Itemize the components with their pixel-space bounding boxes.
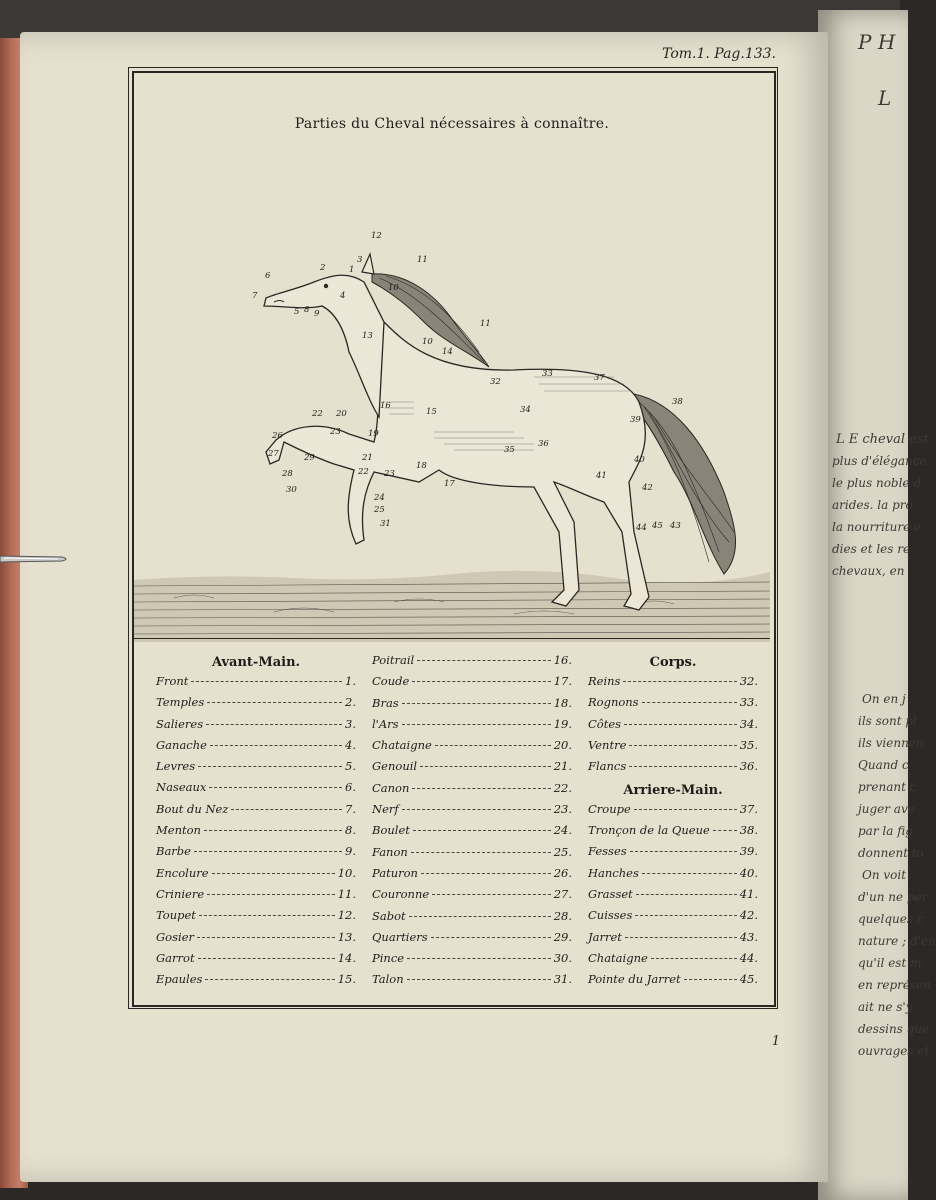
legend-row [156,972,356,993]
fig-num: 17 [444,479,455,489]
legend-number: 29. [553,929,572,944]
legend-label: Criniere [156,886,205,901]
legend-row [588,972,758,993]
legend-label: Canon [372,780,410,795]
right-page-fragment: dessins que [858,1022,930,1036]
fig-num: 20 [336,409,347,419]
legend-row [588,695,758,716]
legend-row [372,738,572,759]
fig-num: 23 [384,469,395,479]
right-page-fragment: dies et les re [832,542,911,556]
legend-label: Boulet [372,823,410,838]
right-page-fragment: L E cheval est [836,432,929,447]
legend-label: Grasset [588,886,633,901]
legend-number: 30. [553,951,572,966]
legend-heading-corps: Corps. [649,655,697,670]
legend-label: Flancs [588,759,627,774]
fig-num: 23 [330,427,341,437]
legend-number: 28. [553,908,572,923]
legend-row [588,866,758,887]
legend-label: Levres [156,759,196,774]
fig-num: 33 [542,369,553,379]
right-page-fragment: ouvrages et [858,1044,930,1058]
fig-num: 40 [634,455,645,465]
right-page-fragment: juger ave [858,802,915,816]
legend-number: 41. [739,886,758,901]
legend-number: 14. [337,950,356,965]
legend-number: 44. [739,950,758,965]
right-page-fragment: prenant c [858,780,917,794]
legend-label: Jarret [588,929,622,944]
legend-label: Temples [156,695,205,710]
fig-num: 18 [416,461,427,471]
fig-num: 28 [282,469,293,479]
legend-label: Menton [156,823,201,838]
legend-label: Ventre [588,737,627,752]
legend-number: 26. [553,865,572,880]
legend-row [156,759,356,780]
legend-number: 24. [553,823,572,838]
legend-row [588,844,758,865]
legend-number: 10. [337,865,356,880]
fig-num: 13 [362,331,373,341]
legend-number: 16. [553,653,572,667]
legend-label: Toupet [156,908,196,923]
legend-row [372,972,572,993]
legend-label: Chataigne [372,738,432,753]
legend-label: Fesses [588,844,627,859]
legend-number: 2. [345,695,356,710]
legend-row [156,930,356,951]
legend-row [372,951,572,972]
fig-num: 9 [314,309,320,319]
horse-engraving [134,202,770,642]
fig-num: 39 [630,415,641,425]
legend-row [372,845,572,866]
legend-label: Naseaux [156,780,207,795]
fig-num: 5 [294,307,300,317]
legend-row [372,781,572,802]
fig-num: 24 [374,493,385,503]
fig-num: 22 [358,467,369,477]
fig-num: 15 [426,407,437,417]
legend-label: Bout du Nez [156,801,229,816]
legend-row [156,802,356,823]
legend-row [156,738,356,759]
fig-num: 11 [417,255,428,265]
legend-number: 27. [553,887,572,902]
legend-label: Poitrail [372,653,415,667]
legend-label: Sabot [372,908,406,923]
legend-row [372,866,572,887]
right-page-fragment: L [878,86,892,110]
fig-num: 37 [594,373,605,383]
legend-row [372,802,572,823]
fig-num: 45 [652,521,663,531]
plate-separator [134,638,770,639]
fig-num: 12 [371,231,382,241]
legend-column-corps [588,652,758,993]
legend-number: 9. [345,844,356,859]
right-page-fragment: On voit [862,868,907,882]
legend-number: 23. [553,802,572,817]
legend-label: Pointe du Jarret [588,972,681,987]
legend-label: Rognons [588,695,639,710]
legend-row [156,951,356,972]
legend-column-middle [372,653,572,994]
fig-num: 10 [422,337,433,347]
book-page [20,32,828,1182]
right-page-fragment: ils sont pl [858,714,917,728]
legend-row [588,717,758,738]
right-page-fragment: en représen [858,978,931,992]
legend-number: 5. [345,759,356,774]
right-page-fragment: d'un ne per [858,890,928,904]
legend-number: 22. [553,780,572,795]
legend-label: Nerf [372,802,399,817]
legend-row [372,823,572,844]
legend-label: l'Ars [372,716,399,731]
right-page-fragment: ils viennen [858,736,924,750]
fig-num: 43 [670,521,681,531]
legend-number: 8. [345,823,356,838]
legend-row [588,759,758,780]
legend-row [372,759,572,780]
fig-num: 38 [672,397,683,407]
legend-row [372,717,572,738]
fig-num: 19 [368,429,379,439]
right-page [818,10,936,1200]
fig-num: 22 [312,409,323,419]
legend-number: 13. [337,929,356,944]
legend-number: 34. [739,716,758,731]
legend-number: 40. [739,865,758,880]
fig-num: 21 [362,453,373,463]
legend-number: 6. [345,780,356,795]
legend-row [372,696,572,717]
legend-number: 33. [739,695,758,710]
fig-num: 4 [340,291,346,301]
legend-row [588,951,758,972]
legend-row [588,802,758,823]
legend-label: Tronçon de la Queue [588,823,710,838]
right-page-fragment: plus d'élégance [832,454,927,468]
legend-row [156,780,356,801]
right-page-fragment: chevaux, en [832,564,905,578]
legend-label: Couronne [372,887,430,902]
legend-row [156,908,356,929]
legend-number: 25. [553,844,572,859]
right-page-fragment: la nourriture e [832,520,922,534]
legend-row [372,887,572,908]
legend-number: 4. [345,737,356,752]
legend-row [588,908,758,929]
legend-number: 7. [345,801,356,816]
fig-num: 1 [349,265,355,275]
fig-num: 35 [504,445,515,455]
fig-num: 32 [490,377,501,387]
fig-num: 10 [388,283,399,293]
fig-num: 44 [636,523,647,533]
legend-number: 37. [739,801,758,816]
right-page-fragment: qu'il est m [858,956,922,970]
legend-label: Garrot [156,950,195,965]
fig-num: 30 [286,485,297,495]
legend-number: 12. [337,908,356,923]
legend-number: 39. [739,844,758,859]
legend-row [156,674,356,695]
fig-num: 7 [252,291,258,301]
page-clip-icon [0,548,70,570]
fig-num: 14 [442,347,453,357]
legend-row [372,909,572,930]
fig-num: 16 [380,401,391,411]
legend-label: Gosier [156,929,194,944]
legend-label: Ganache [156,737,207,752]
legend-label: Talon [372,972,404,987]
fig-num: 8 [304,305,310,315]
legend-row [156,844,356,865]
right-page-fragment: On en j [862,692,906,706]
legend-number: 3. [345,716,356,731]
page-header: Tom.1. Pag.133. [662,46,776,62]
legend-number: 43. [739,929,758,944]
legend-label: Croupe [588,801,631,816]
legend-label: Côtes [588,716,622,731]
legend-number: 35. [739,737,758,752]
legend-heading-avant-main: Avant-Main. [211,655,301,670]
legend-row [372,653,572,674]
legend-number: 21. [553,759,572,774]
legend-row [588,887,758,908]
legend-heading-arriere-main: Arriere-Main. [623,783,723,799]
legend-row [588,930,758,951]
right-page-fragment: le plus noble d [832,476,922,490]
fig-num: 29 [304,453,315,463]
legend-number: 38. [739,823,758,838]
legend-number: 42. [739,908,758,923]
legend-label: Salieres [156,716,204,731]
fig-num: 6 [265,271,271,281]
legend-label: Barbe [156,844,191,859]
legend-row [588,823,758,844]
right-page-fragment: quelques c [858,912,924,926]
fig-num: 27 [268,449,279,459]
right-page-fragment: donnent to [858,846,924,860]
fig-num: 26 [272,431,283,441]
fig-num: 42 [642,483,653,493]
fig-num: 34 [520,405,531,415]
right-page-fragment: arides. la pro [832,498,913,512]
fig-num: 41 [596,471,607,481]
fig-num: 2 [320,263,326,273]
legend-label: Bras [372,695,399,710]
legend-label: Paturon [372,865,418,880]
fig-num: 36 [538,439,549,449]
legend-number: 19. [553,716,572,731]
fig-num: 3 [357,255,363,265]
legend-label: Reins [588,674,621,688]
legend-column-avant-main [156,652,356,993]
legend-number: 1. [345,674,356,688]
legend-number: 17. [553,674,572,689]
fig-num: 11 [480,319,491,329]
legend-row [156,717,356,738]
legend-label: Pince [372,951,405,966]
right-page-fragment: ait ne s'y [858,1000,913,1014]
legend-label: Chataigne [588,950,648,965]
legend-label: Fanon [372,844,408,859]
legend-label: Cuisses [588,908,633,923]
legend-number: 32. [739,674,758,688]
legend-label: Epaules [156,972,203,987]
fig-num: 25 [374,505,385,515]
plate-title: Parties du Cheval nécessaires à connaître. [294,116,610,132]
legend-row [588,674,758,695]
legend-number: 45. [739,972,758,987]
legend-number: 20. [553,738,572,753]
fig-num: 31 [380,519,391,529]
legend-row [588,738,758,759]
legend-row [156,866,356,887]
legend-label: Coude [372,674,410,689]
right-page-fragment: nature ; d'en [858,934,936,948]
legend-number: 31. [553,972,572,987]
legend-row [156,823,356,844]
legend-label: Genouil [372,759,418,774]
legend-label: Quartiers [372,929,428,944]
right-page-fragment: par la fig [858,824,913,838]
legend-number: 15. [337,972,356,987]
legend-label: Front [156,674,189,688]
right-page-fragment: P H [858,30,896,54]
legend-number: 11. [337,886,356,901]
right-page-fragment: Quand c [858,758,909,772]
legend-label: Hanches [588,865,639,880]
legend-row [372,930,572,951]
legend-row [156,695,356,716]
legend-number: 18. [553,695,572,710]
page-number: 1 [771,1034,780,1049]
legend-number: 36. [739,759,758,774]
legend-label: Encolure [156,865,209,880]
legend-row [156,887,356,908]
legend-row [372,674,572,695]
